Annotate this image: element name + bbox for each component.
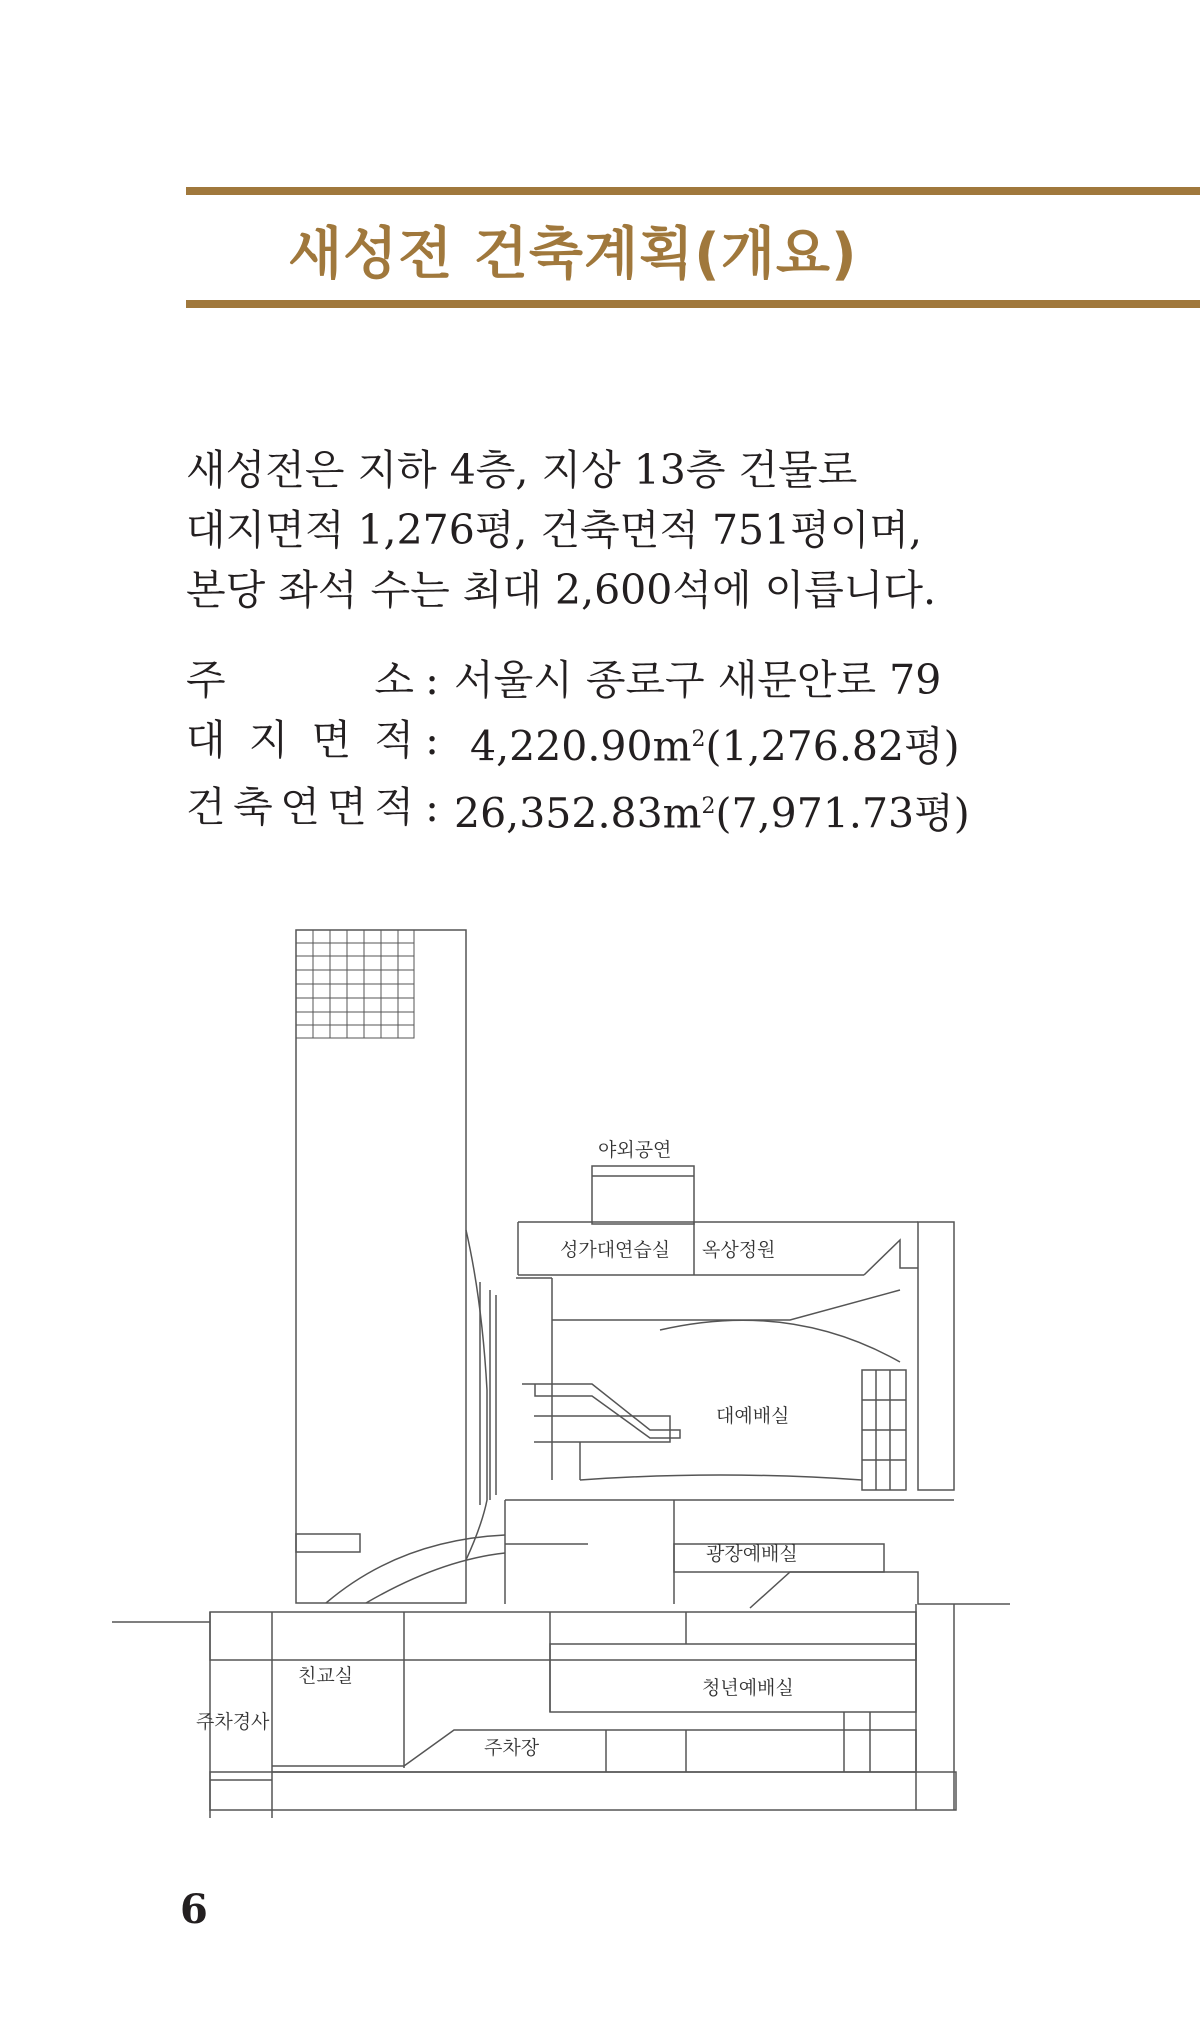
sanctuary-ceiling-curve — [660, 1320, 900, 1362]
label-parking: 주차장 — [484, 1737, 540, 1759]
title-top-rule — [186, 187, 1200, 195]
tower-ledge — [296, 1534, 360, 1552]
label-fellowship: 친교실 — [298, 1665, 354, 1687]
info-value-site-area: $4,220.90m^2(1,276.82$평) — [470, 722, 960, 771]
info-separator: : — [425, 656, 439, 704]
info-separator: : — [425, 782, 439, 831]
right-tower-frame — [918, 1222, 954, 1490]
outdoor-stage-outline — [592, 1166, 694, 1224]
page-title: 새성전 건축계획(개요) — [288, 222, 858, 287]
intro-line: 대지면적 1,276평, 건축면적 751평이며, — [186, 506, 923, 554]
basement-bottom — [210, 1772, 956, 1810]
label-main-sanctuary: 대예배실 — [716, 1405, 790, 1427]
intro-line: 새성전은 지하 4층, 지상 13층 건물로 — [186, 446, 858, 494]
label-plaza: 광장예배실 — [706, 1543, 798, 1565]
info-row-address — [186, 650, 970, 710]
building-info — [186, 650, 970, 843]
info-value-address: 서울시 종로구 새문안로 79 — [454, 656, 942, 704]
label-youth: 청년예배실 — [702, 1677, 794, 1699]
intro-paragraph — [186, 440, 936, 620]
sanctuary-floor-curve — [580, 1475, 862, 1480]
tower-window-grid — [296, 930, 414, 1038]
label-rooftop: 옥상정원 — [702, 1239, 776, 1261]
title-bottom-rule — [186, 300, 1200, 308]
label-ramp: 주차경사 — [196, 1711, 270, 1733]
info-separator: : — [425, 716, 439, 764]
balcony-outline — [522, 1384, 680, 1438]
page-number: 6 — [180, 1886, 208, 1933]
intro-line: 본당 좌석 수는 최대 2,600석에 이릅니다. — [186, 566, 937, 614]
plaza-arc-inner — [366, 1553, 505, 1603]
info-label-floor-area: 건 축 연 면 적 — [186, 782, 414, 831]
label-choir: 성가대연습실 — [560, 1239, 671, 1261]
facade-curve — [466, 1230, 487, 1560]
parking-level-outline — [272, 1730, 916, 1772]
info-value-floor-area: $26,352.83m^2(7,971.73$평) — [454, 789, 970, 838]
info-row-floor-area — [186, 777, 970, 844]
plaza-arc-outer — [326, 1535, 505, 1603]
info-label-site-area: 대 지 면 적 — [186, 716, 414, 764]
info-row-site-area — [186, 710, 970, 777]
info-label-address: 주 소 — [186, 656, 414, 704]
label-outdoor: 야외공연 — [598, 1139, 672, 1161]
building-section-diagram — [0, 900, 1200, 1830]
basement-level-1 — [210, 1612, 916, 1660]
